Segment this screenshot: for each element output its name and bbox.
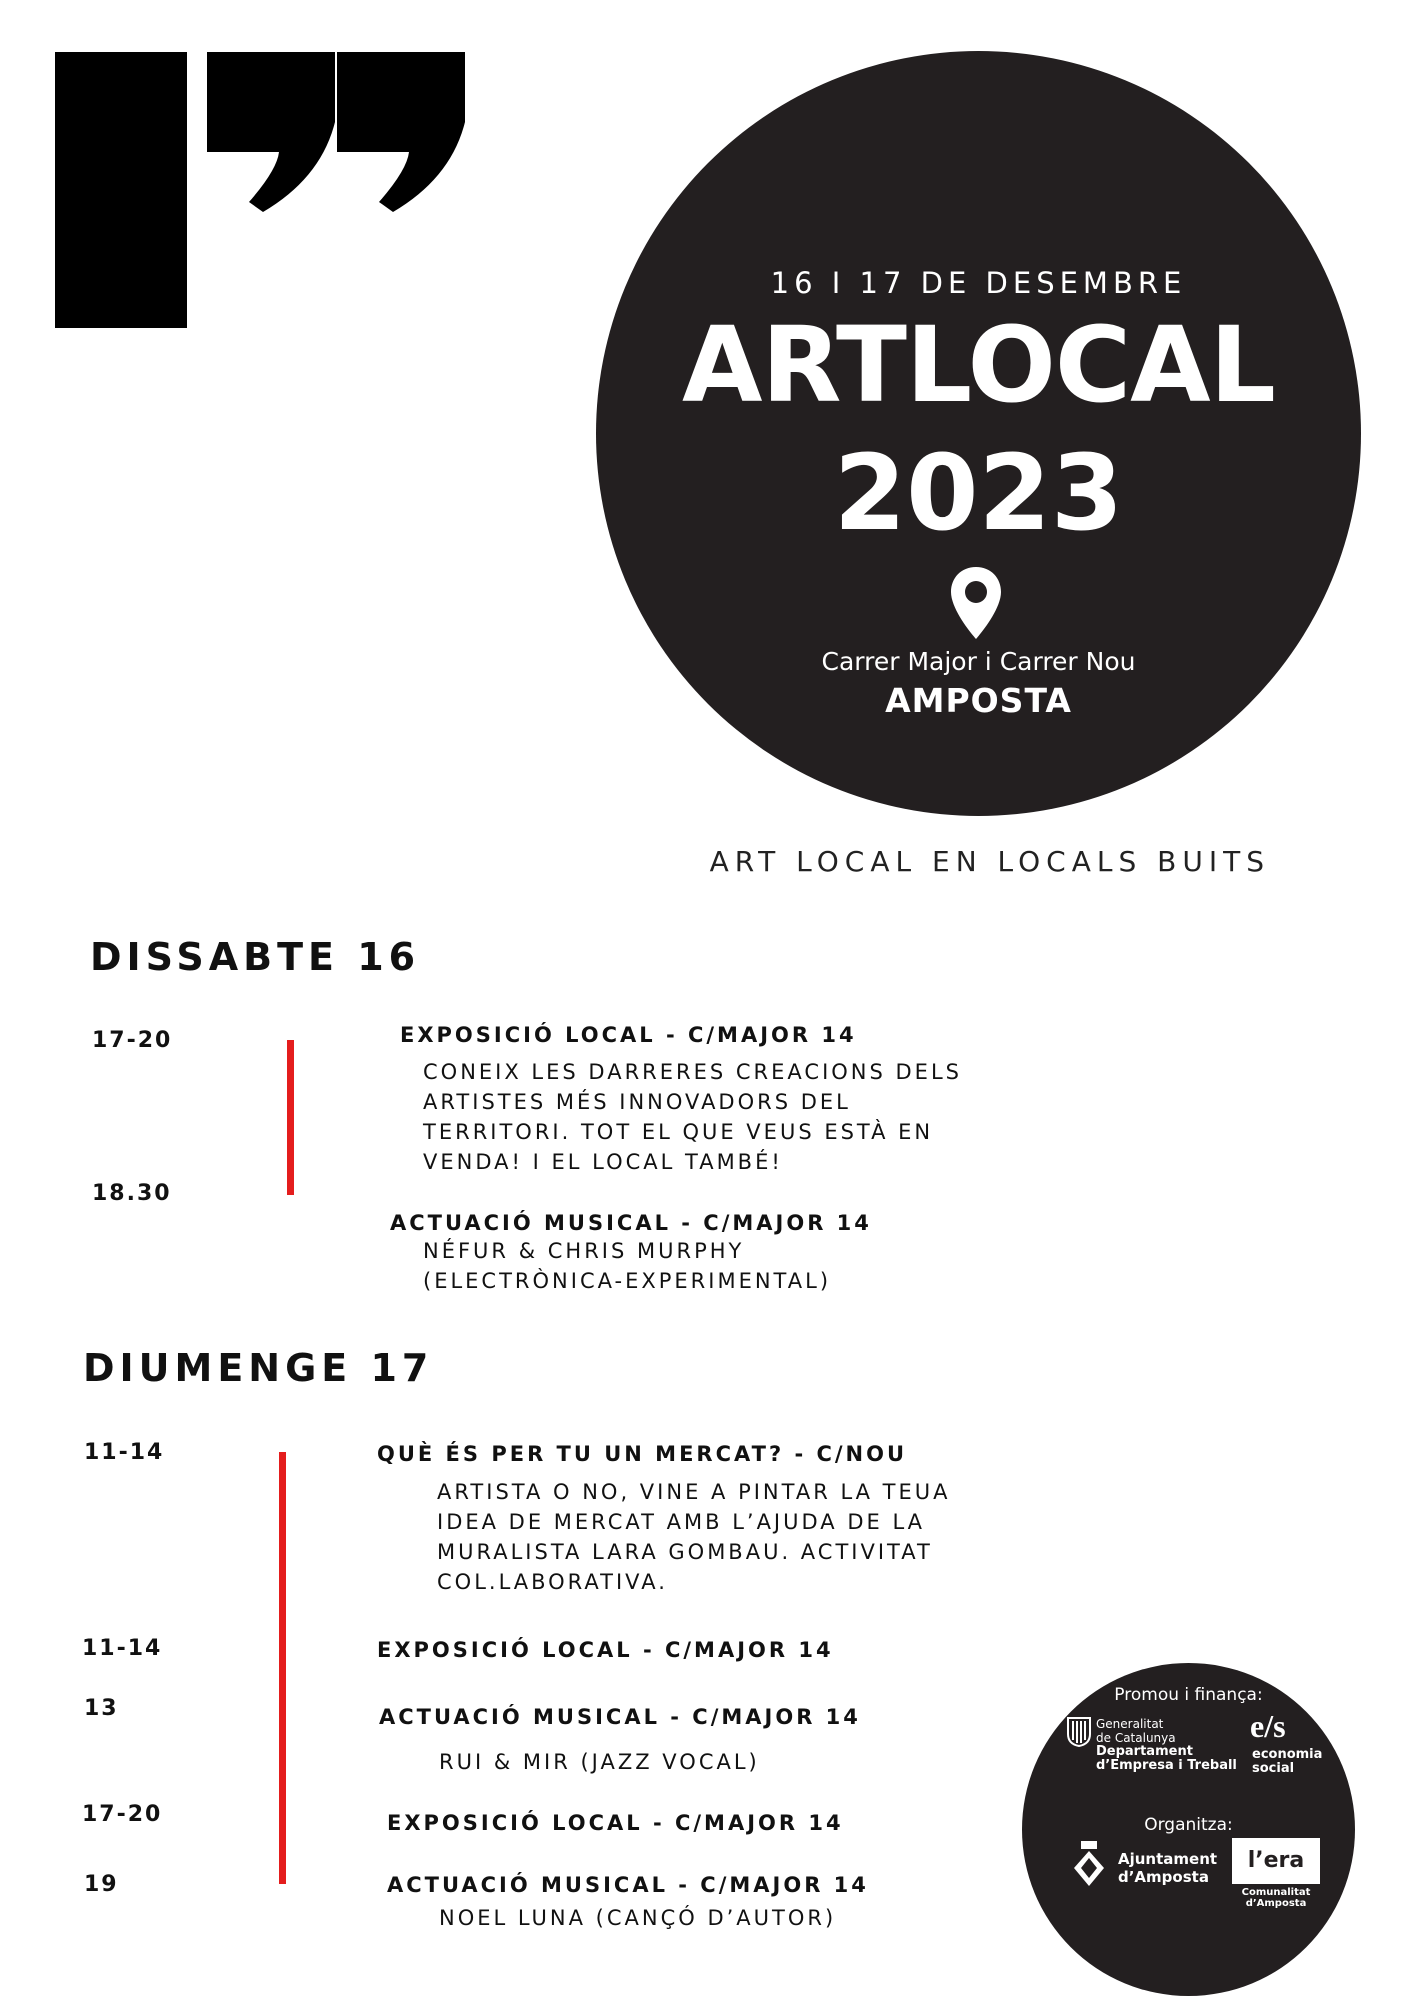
promou-label: Promou i finança: — [1114, 1685, 1263, 1705]
event-time: 19 — [84, 1872, 119, 1897]
event-title-exposicio: EXPOSICIÓ LOCAL - C/MAJOR 14 — [400, 1023, 857, 1047]
timeline-bar — [287, 1040, 294, 1195]
event-title-actuacio: ACTUACIÓ MUSICAL - C/MAJOR 14 — [390, 1211, 872, 1235]
location-pin-icon — [948, 565, 1004, 641]
event-description: CONEIX LES DARRERES CREACIONS DELS ARTISTES MÉS INNOVADORS DEL TERRITORI. TOT EL QUE VEUS ESTÀ EN VENDA! I EL LOCAL TAMBÉ! — [423, 1060, 962, 1174]
organitza-label: Organitza: — [1144, 1815, 1233, 1835]
timeline-bar — [279, 1452, 286, 1884]
event-description: RUI & MIR (JAZZ VOCAL) — [439, 1750, 760, 1774]
tagline: ART LOCAL EN LOCALS BUITS — [709, 845, 1270, 878]
event-title-exposicio: EXPOSICIÓ LOCAL - C/MAJOR 14 — [377, 1638, 834, 1662]
day-heading-saturday: DISSABTE 16 — [90, 935, 421, 979]
lera-text: Comunalitat d’Amposta — [1241, 1887, 1311, 1909]
ajuntament-shield-icon — [1072, 1840, 1106, 1888]
economia-social-text: economia social — [1252, 1747, 1323, 1776]
event-time: 18.30 — [92, 1181, 172, 1206]
event-title: ARTLOCAL — [682, 304, 1275, 426]
lera-logo: l’era — [1232, 1838, 1320, 1884]
event-time: 11-14 — [84, 1440, 165, 1465]
event-description: NOEL LUNA (CANÇÓ D’AUTOR) — [439, 1906, 837, 1930]
quote-logo-icon — [55, 52, 465, 332]
generalitat-text: Generalitat de Catalunya Departament d’Empresa i Treball — [1096, 1717, 1237, 1773]
event-title-actuacio: ACTUACIÓ MUSICAL - C/MAJOR 14 — [387, 1873, 869, 1897]
event-description: ARTISTA O NO, VINE A PINTAR LA TEUA IDEA DE MERCAT AMB L’AJUDA DE LA MURALISTA LARA GOMBAU. ACTIVITAT COL.LABORATIVA. — [437, 1480, 951, 1594]
ajuntament-text: Ajuntament d’Amposta — [1118, 1850, 1218, 1886]
event-title-mercat: QUÈ ÉS PER TU UN MERCAT? - C/NOU — [377, 1442, 908, 1466]
event-year: 2023 — [833, 432, 1124, 554]
event-description: NÉFUR & CHRIS MURPHY (ELECTRÒNICA-EXPERIMENTAL) — [423, 1239, 832, 1293]
event-time: 17-20 — [82, 1802, 163, 1827]
event-time: 11-14 — [82, 1636, 163, 1661]
event-title-actuacio: ACTUACIÓ MUSICAL - C/MAJOR 14 — [379, 1705, 861, 1729]
event-time: 13 — [84, 1696, 119, 1721]
day-heading-sunday: DIUMENGE 17 — [83, 1346, 434, 1390]
event-dates: 16 I 17 DE DESEMBRE — [770, 266, 1187, 300]
event-city: AMPOSTA — [885, 681, 1072, 720]
event-time: 17-20 — [92, 1028, 173, 1053]
economia-social-logo: e/s — [1250, 1708, 1286, 1744]
event-title-exposicio: EXPOSICIÓ LOCAL - C/MAJOR 14 — [387, 1811, 844, 1835]
generalitat-shield-icon — [1066, 1716, 1092, 1748]
event-street: Carrer Major i Carrer Nou — [821, 647, 1136, 676]
